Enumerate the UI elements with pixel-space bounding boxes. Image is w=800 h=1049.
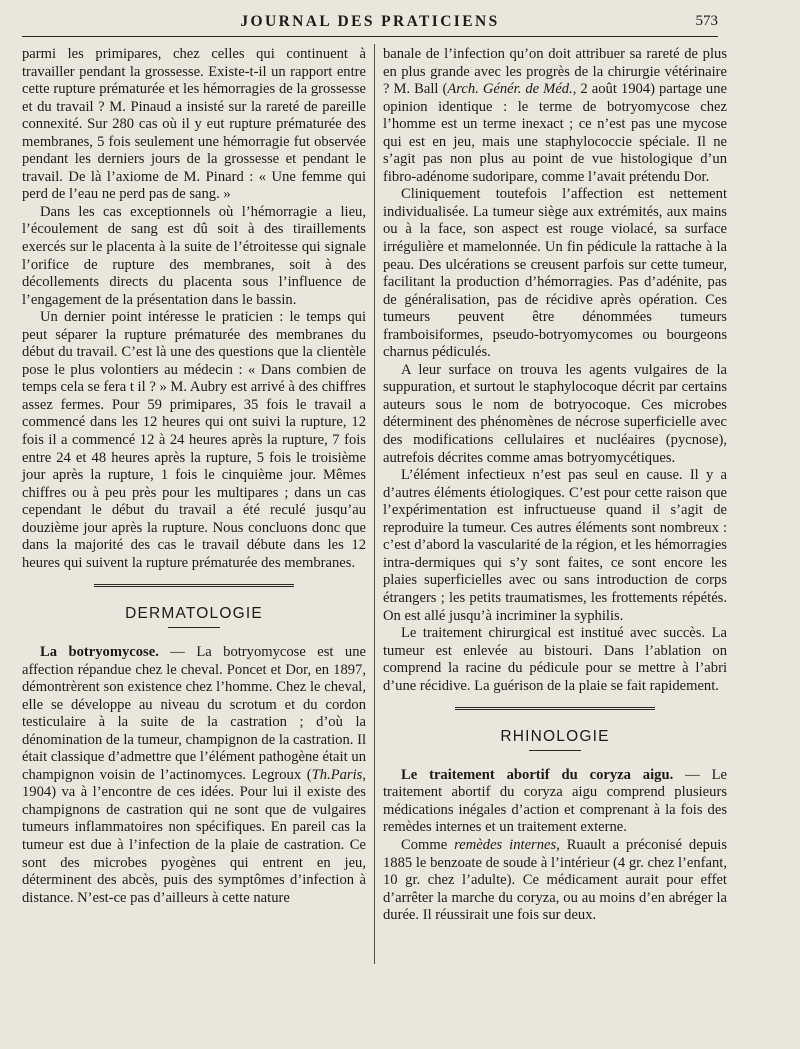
paragraph: parmi les primipares, chez celles qui continuent à travailler pendant la grossesse. Existe-t-il un rapport entre cette rupture prématurée et les hémorragies de la grossesse et du travail ? M. Pinaud a insisté sur la rareté de pareille connexité. Sur 280 cas où il y eut rupture prématurée des membranes, 5 fois seulement une hémorragie fut observée pendant les derniers jours de la grossesse et pendant le travail. De là l’axiome de M. Pinard : « Une femme qui perd de l’eau ne perd pas de sang. » [22,46,366,203]
article-paragraph [383,767,727,837]
paragraph: Cliniquement toutefois l’affection est nettement individualisée. La tumeur siège aux extrémités, aux mains ou à la face, son aspect est rouge violacé, sa surface irrégulière et mamelonnée. Un fin pédicule la rattache à la peau. Des ulcérations se creusent parfois sur cette tumeur, facilitant la production d’hémorragies. Pas d’adénite, pas de généralisation, pas de récidive après opération. Ces tumeurs peuvent être dénommées tumeurs framboisiformes, pseudo-botryomycomes ou bourgeons charnus pédiculés. [383,186,727,361]
section-separator [455,707,655,710]
article-title: La botryomycose. [40,643,159,660]
section-heading-rhinologie: RHINOLOGIE [500,728,610,746]
column-divider [374,44,375,964]
page-header [22,8,718,37]
paragraph [383,46,727,186]
article-paragraph [22,644,366,907]
text-run: — Le traitement abortif du coryza aigu comprend plusieurs médications inégales d’action et comprenant à la fois des remèdes internes et un traitement externe. [383,766,727,836]
left-column [22,46,366,907]
paragraph [383,837,727,925]
paragraph: Un dernier point intéresse le praticien : le temps qui peut séparer la rupture prématurée des membranes du début du travail. C’est là une des questions que la clientèle pose le plus volontiers au médecin : « Dans combien de temps cela se fera t il ? » M. Aubry est arrivé à des chiffres assez fermes. Pour 59 primipares, 35 fois le travail a commencé dans les 12 heures qui ont suivi la rupture, 12 fois il a commencé 12 à 24 heures après la rupture, 7 fois entre 24 et 48 heures après la rupture, 5 fois le troisième jour après la rupture, 1 fois le cinquième jour. Mêmes chiffres ou à peu près pour les multipares ; dans un cas cependant le début du travail a été reculé jusqu’au douzième jour après la rupture. Nous concluons donc que dans la majorité des cas le travail débute dans les 12 heures qui suivent la rupture prématurée des membranes. [22,309,366,571]
emphasis: remèdes internes [454,836,557,853]
paragraph: Le traitement chirurgical est institué avec succès. La tumeur est enlevée au bistouri. Dans l’ablation on comprend la racine du pédicule pour se mettre à l’abri d’une récidive. La guérison de la plaie se fait rapidement. [383,625,727,694]
heading-rule [529,750,581,751]
text-run: banale de l’infection qu’on doit attribuer sa rareté de plus en plus grande avec les progrès de la chirurgie vétérinaire ? M. Ball ( [383,46,727,98]
text-run: , Ruault a préconisé depuis 1885 le benzoate de soude à l’intérieur (4 gr. chez l’enfant, 10 gr. chez l’adulte). Ce médicament aurait pour effet d’arrêter la marche du coryza, ou au moins d’en abréger la durée. Il réussirait une fois sur deux. [383,836,728,924]
article-title: Le traitement abortif du coryza aigu. [401,766,674,783]
citation: Arch. Génér. de Méd. [447,81,573,98]
section-heading-dermatologie: DERMATOLOGIE [125,605,263,623]
page-number: 573 [695,13,718,29]
citation: Th.Paris [311,766,363,783]
text-run: — La botryomycose est une affection répandue chez le cheval. Poncet et Dor, en 1897, démontrèrent son existence chez l’homme. Chez le cheval, elle se développe au niveau du scrotum et du cordon testiculaire à la suite de la castration ; d’où la dénomination de la tumeur, champignon de la castration. Il était classique d’admettre que l’élément pathogène était un champignon voisin de l’actinomyces. Legroux ( [22,643,366,783]
text-run: Comme [401,836,455,853]
text-run: , 1904) va à l’encontre de ces idées. Pour lui il existe des champignons de castration qui ne sont que de vulgaires tumeurs inflammatoires non spécifiques. En pareil cas la tumeur est due à l’infection de la plaie de castration. Ce sont des microbes pyogènes qui entrent en jeu, déterminent des abcès, puis des symptômes d’infection à distance. N’est-ce pas d’ailleurs à cette nature [22,766,366,906]
paragraph: L’élément infectieux n’est pas seul en cause. Il y a d’autres éléments étiologiques. C’est pour cette raison que l’expérimentation est infructueuse quand il s’agit de reproduire la tumeur. Ces autres éléments sont nombreux : c’est d’abord la vascularité de la région, et les hémorragies intra-dermiques qui s’y sont faites, ce sont encore les plaies superficielles avec ou sans introduction de corps étrangers ; les petits traumatismes, les frottements répétés. On est allé jusqu’à incriminer la syphilis. [383,467,727,624]
journal-title: JOURNAL DES PRATICIENS [240,13,500,30]
paragraph: Dans les cas exceptionnels où l’hémorragie a lieu, l’écoulement de sang est dû soit à des tiraillements exercés sur le placenta à la suite de l’étroitesse qui signale l’orifice de rupture des membranes, soit à des décollements directs du placenta sous l’influence de l’engagement de la présentation dans le bassin. [22,203,366,308]
right-column [383,46,727,925]
paragraph: A leur surface on trouva les agents vulgaires de la suppuration, et surtout le staphylocoque décrit par certains auteurs sous le nom de botryocoque. Ces microbes déterminent des phénomènes de nécrose superficielle avec des modifications cellulaires et nucléaires (pycnose), autrefois décrites comme amas botryomycétiques. [383,361,727,466]
heading-rule [168,627,220,628]
text-run: , 2 août 1904) partage une opinion identique : le terme de botryomycose chez l’homme est un terme inexact ; ce n’est pas une mycose qui est en jeu, mais une staphylococcie spéciale. Il ne s’agit pas non plus au point de vue histologique d’un fibro-adénome sudoripare, comme l’avait prétendu Dor. [383,81,728,185]
section-separator [94,584,294,587]
